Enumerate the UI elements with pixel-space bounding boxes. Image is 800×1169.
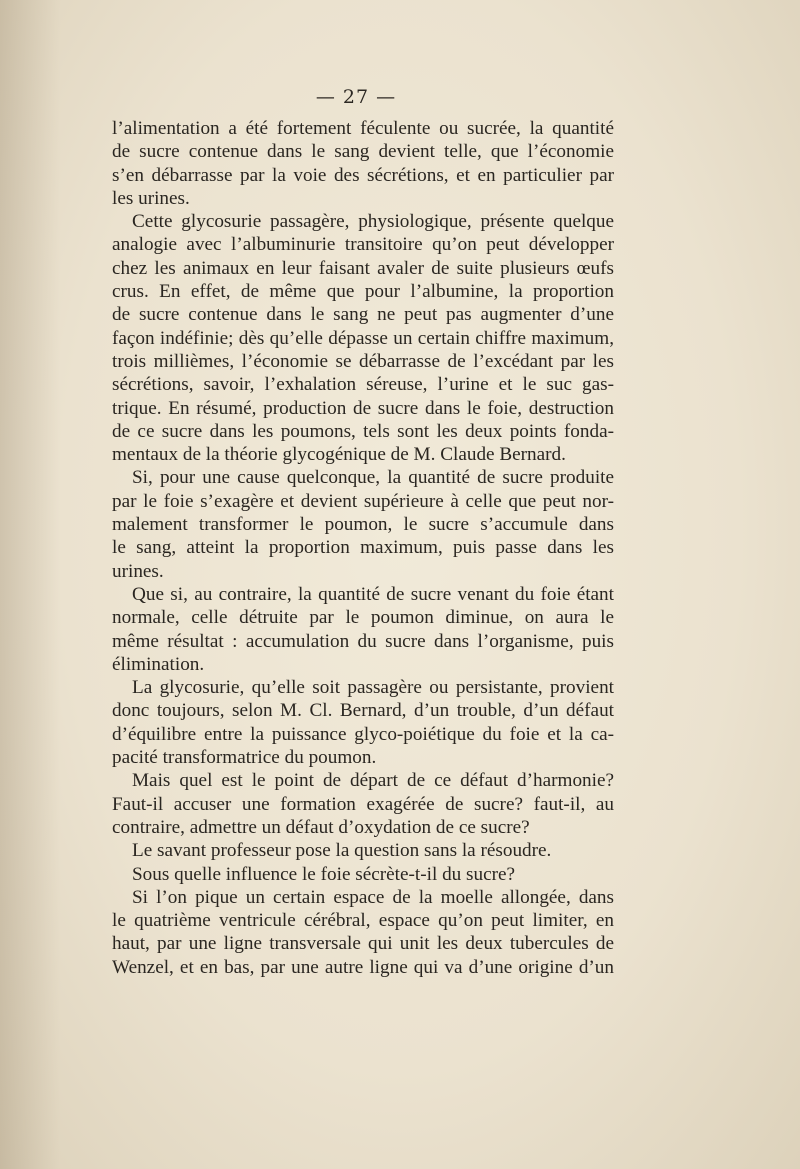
text-line: les urines. [112, 187, 190, 209]
spine-shadow [0, 0, 60, 1169]
text-line: Que si, au contraire, la quantité de sucre venant du foie étant [132, 583, 614, 605]
text-line: pacité transformatrice du poumon. [112, 747, 377, 769]
text-line: le quatrième ventricule cérébral, espace qu’on peut limiter, en [112, 910, 614, 932]
text-line: de sucre contenue dans le sang devient telle, que l’économie [112, 141, 614, 163]
text-line: façon indéfinie; dès qu’elle dépasse un certain chiffre maximum, [112, 327, 614, 349]
text-line: Wenzel, et en bas, par une autre ligne qui va d’une origine d’un [112, 956, 614, 978]
text-line: de sucre contenue dans le sang ne peut pas augmenter d’une [112, 304, 614, 326]
text-line: d’équilibre entre la puissance glyco-poiétique du foie et la ca- [112, 723, 614, 745]
text-line: crus. En effet, de même que pour l’albumine, la proportion [112, 281, 614, 303]
body-text [112, 117, 614, 979]
text-line: par le foie s’exagère et devient supérieure à celle que peut nor- [112, 490, 614, 512]
text-line: chez les animaux en leur faisant avaler de suite plusieurs œufs [112, 257, 614, 279]
text-line: sécrétions, savoir, l’exhalation séreuse, l’urine et le suc gas- [112, 374, 614, 396]
text-line: trique. En résumé, production de sucre dans le foie, destruction [112, 397, 614, 419]
text-line: Sous quelle influence le foie sécrète-t-il du sucre? [132, 863, 516, 885]
text-line: haut, par une ligne transversale qui unit les deux tubercules de [112, 933, 614, 955]
text-line: Si l’on pique un certain espace de la moelle allongée, dans [132, 886, 614, 908]
text-line: de ce sucre dans les poumons, tels sont les deux points fonda- [112, 420, 614, 442]
text-line: élimination. [112, 653, 205, 675]
text-line: même résultat : accumulation du sucre dans l’organisme, puis [112, 630, 614, 652]
text-line: analogie avec l’albuminurie transitoire qu’on peut développer [112, 234, 614, 256]
text-line: contraire, admettre un défaut d’oxydation de ce sucre? [112, 816, 530, 838]
text-line: mentaux de la théorie glycogénique de M. Claude Bernard. [112, 444, 566, 466]
text-line: malement transformer le poumon, le sucre s’accumule dans [112, 514, 614, 536]
text-line: donc toujours, selon M. Cl. Bernard, d’un trouble, d’un défaut [112, 700, 614, 722]
text-line: Le savant professeur pose la question sans la résoudre. [132, 840, 552, 862]
text-line: Faut-il accuser une formation exagérée de sucre? faut-il, au [112, 793, 614, 815]
text-line: le sang, atteint la proportion maximum, puis passe dans les [112, 537, 614, 559]
page-number: — 27 — [315, 86, 397, 108]
text-line: urines. [112, 560, 164, 582]
text-line: Mais quel est le point de départ de ce défaut d’harmonie? [132, 770, 614, 792]
text-line: Cette glycosurie passagère, physiologique, présente quelque [132, 211, 614, 233]
text-line: trois millièmes, l’économie se débarrasse de l’excédant par les [112, 350, 614, 372]
text-line: Si, pour une cause quelconque, la quantité de sucre produite [132, 467, 614, 489]
text-line: l’alimentation a été fortement féculente ou sucrée, la quantité [112, 118, 614, 139]
text-line: La glycosurie, qu’elle soit passagère ou persistante, provient [132, 677, 614, 699]
text-line: s’en débarrasse par la voie des sécrétions, et en particulier par [112, 164, 614, 186]
text-line: normale, celle détruite par le poumon diminue, on aura le [112, 607, 614, 629]
